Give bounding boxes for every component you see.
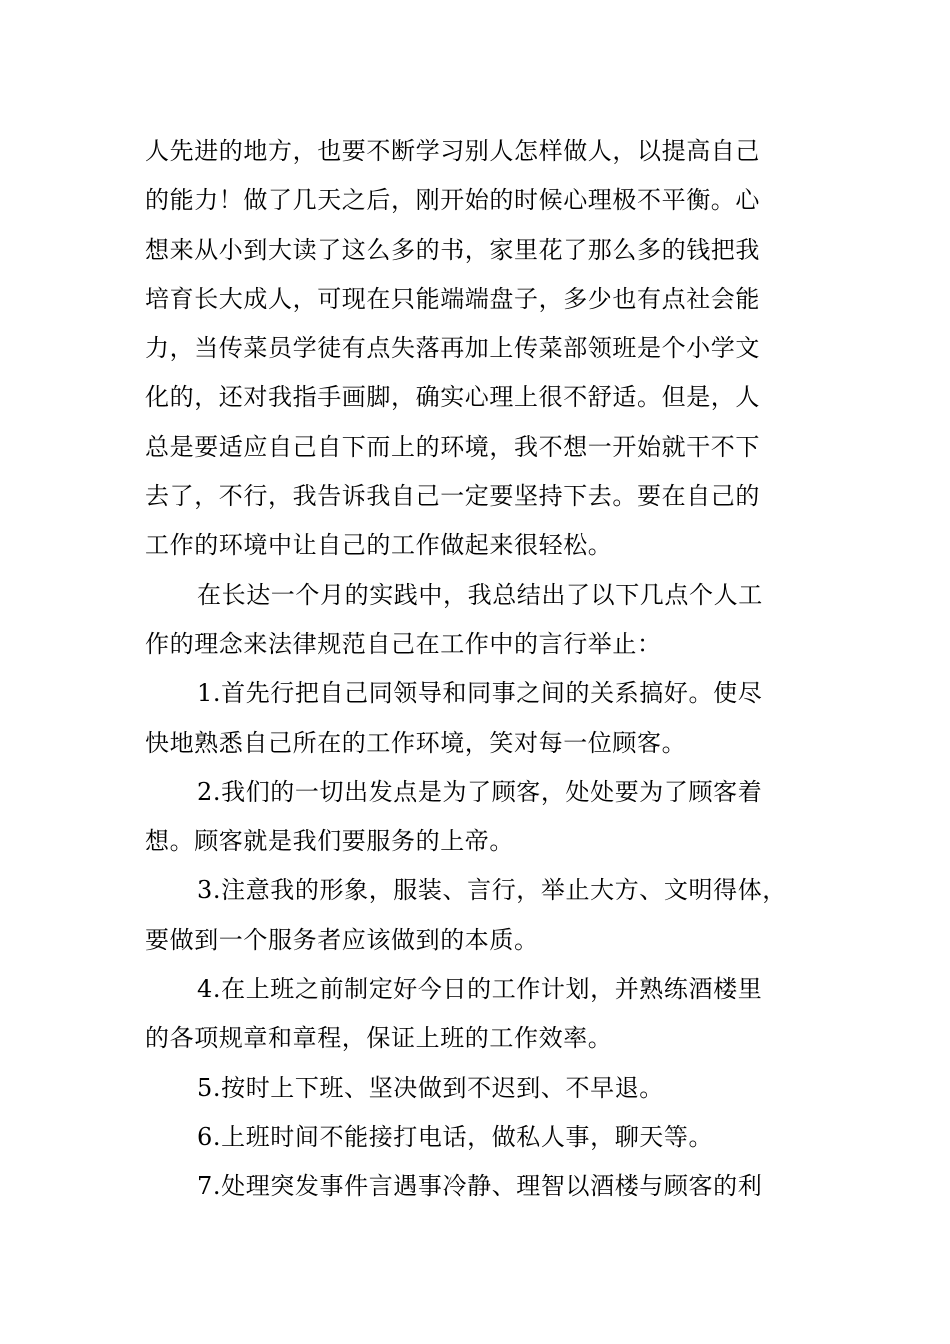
text-line: 人先进的地方，也要不断学习别人怎样做人，以提高自己 [145,137,760,165]
text-line: 要做到一个服务者应该做到的本质。 [145,925,539,954]
text-line: 的各项规章和章程，保证上班的工作效率。 [145,1024,613,1053]
list-item-2-line: 2.我们的一切出发点是为了顾客，处处要为了顾客着 [197,777,763,806]
list-item-1-line: 1.首先行把自己同领导和同事之间的关系搞好。使尽 [197,679,763,708]
text-line: 力，当传菜员学徒有点失落再加上传菜部领班是个小学文 [145,334,760,363]
text-line: 工作的环境中让自己的工作做起来很轻松。 [145,531,613,560]
text-line: 的能力！做了几天之后，刚开始的时候心理极不平衡。心 [145,186,760,215]
paragraph-start-line: 在长达一个月的实践中，我总结出了以下几点个人工 [197,580,763,609]
text-line: 化的，还对我指手画脚，确实心理上很不舒适。但是，人 [145,383,760,412]
list-item-6-line: 6.上班时间不能接打电话，做私人事，聊天等。 [197,1122,714,1151]
text-line: 总是要适应自己自下而上的环境，我不想一开始就干不下 [145,432,760,461]
list-item-4-line: 4.在上班之前制定好今日的工作计划，并熟练酒楼里 [197,975,763,1004]
list-item-5-line: 5.按时上下班、坚决做到不迟到、不早退。 [197,1073,664,1102]
text-line: 快地熟悉自己所在的工作环境，笑对每一位顾客。 [145,728,687,757]
text-line: 作的理念来法律规范自己在工作中的言行举止： [145,629,662,658]
text-line: 想来从小到大读了这么多的书，家里花了那么多的钱把我 [145,235,760,264]
document-page [145,127,807,1212]
text-line: 想。顾客就是我们要服务的上帝。 [145,827,514,856]
text-line: 去了，不行，我告诉我自己一定要坚持下去。要在自己的 [145,482,760,511]
list-item-3-line: 3.注意我的形象，服装、言行，举止大方、文明得体， [197,876,787,905]
list-item-7-line: 7.处理突发事件言遇事冷静、理智以酒楼与顾客的利 [197,1172,763,1201]
text-line: 培育长大成人，可现在只能端端盘子，多少也有点社会能 [145,284,760,313]
